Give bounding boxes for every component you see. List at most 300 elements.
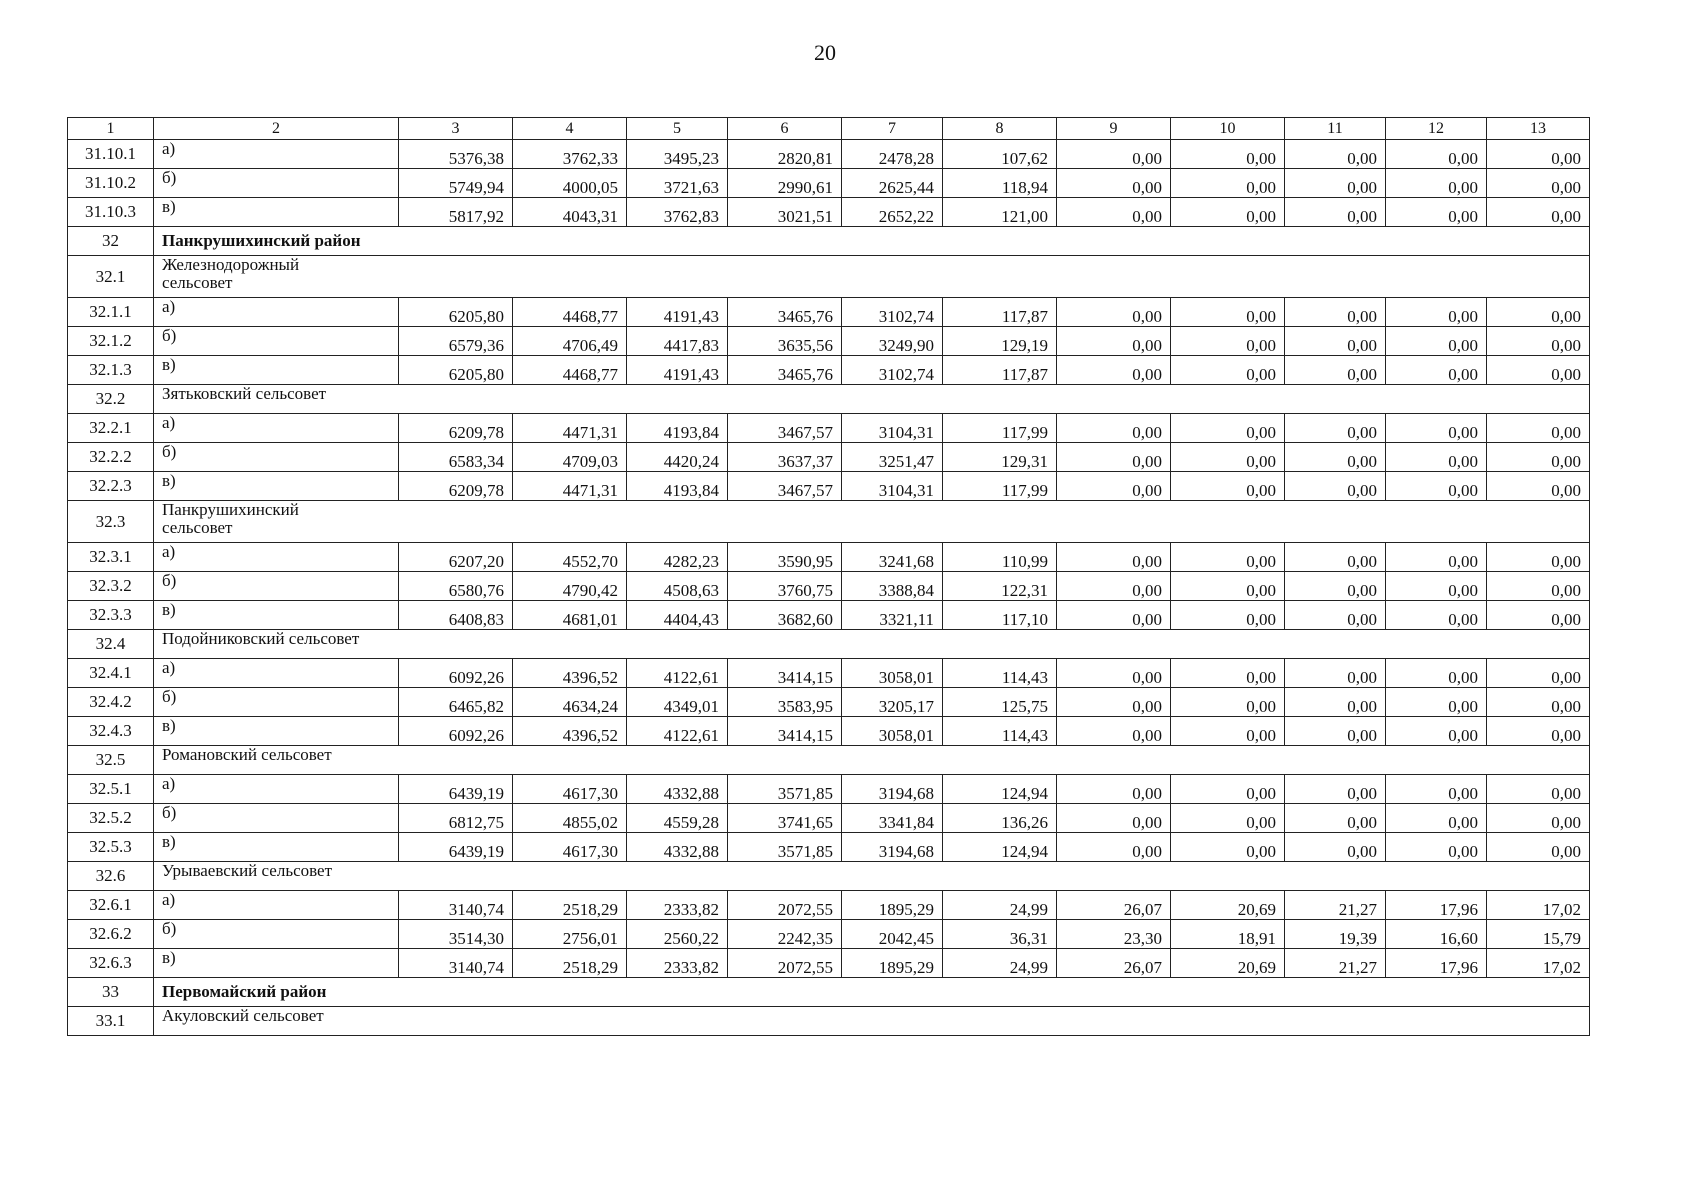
variant-label: в) — [154, 356, 399, 385]
value-cell: 4396,52 — [513, 659, 627, 688]
value-cell: 23,30 — [1057, 920, 1171, 949]
value-cell: 0,00 — [1487, 543, 1590, 572]
value-cell: 6812,75 — [399, 804, 513, 833]
table-row — [68, 327, 1590, 356]
region-row — [68, 227, 1590, 256]
value-cell: 2518,29 — [513, 891, 627, 920]
column-number-cell: 9 — [1057, 118, 1171, 140]
value-cell: 0,00 — [1285, 804, 1386, 833]
value-cell: 3104,31 — [842, 472, 943, 501]
value-cell: 6579,36 — [399, 327, 513, 356]
value-cell: 4193,84 — [627, 472, 728, 501]
row-code: 32.5.3 — [68, 833, 154, 862]
table-row — [68, 920, 1590, 949]
value-cell: 110,99 — [943, 543, 1057, 572]
value-cell: 0,00 — [1386, 804, 1487, 833]
value-cell: 0,00 — [1171, 688, 1285, 717]
value-cell: 0,00 — [1057, 572, 1171, 601]
value-cell: 0,00 — [1285, 443, 1386, 472]
value-cell: 21,27 — [1285, 949, 1386, 978]
value-cell: 3414,15 — [728, 659, 842, 688]
table-row — [68, 298, 1590, 327]
value-cell: 2518,29 — [513, 949, 627, 978]
region-name: Первомайский район — [154, 978, 1590, 1007]
value-cell: 0,00 — [1487, 327, 1590, 356]
value-cell: 6439,19 — [399, 833, 513, 862]
row-code: 32.4.3 — [68, 717, 154, 746]
value-cell: 0,00 — [1487, 572, 1590, 601]
value-cell: 6205,80 — [399, 356, 513, 385]
table-row — [68, 775, 1590, 804]
value-cell: 4000,05 — [513, 169, 627, 198]
value-cell: 0,00 — [1487, 775, 1590, 804]
value-cell: 0,00 — [1285, 833, 1386, 862]
table-row — [68, 543, 1590, 572]
row-code: 33 — [68, 978, 154, 1007]
value-cell: 0,00 — [1487, 443, 1590, 472]
value-cell: 6092,26 — [399, 659, 513, 688]
variant-label: а) — [154, 140, 399, 169]
variant-label: б) — [154, 804, 399, 833]
tariff-table — [67, 117, 1590, 1036]
value-cell: 4404,43 — [627, 601, 728, 630]
value-cell: 0,00 — [1386, 543, 1487, 572]
value-cell: 107,62 — [943, 140, 1057, 169]
value-cell: 0,00 — [1487, 298, 1590, 327]
column-number-cell: 6 — [728, 118, 842, 140]
value-cell: 2652,22 — [842, 198, 943, 227]
variant-label: а) — [154, 543, 399, 572]
variant-label: б) — [154, 572, 399, 601]
value-cell: 121,00 — [943, 198, 1057, 227]
value-cell: 3467,57 — [728, 414, 842, 443]
value-cell: 2333,82 — [627, 891, 728, 920]
row-code: 32.5 — [68, 746, 154, 775]
value-cell: 0,00 — [1487, 688, 1590, 717]
value-cell: 17,02 — [1487, 949, 1590, 978]
column-number-cell: 4 — [513, 118, 627, 140]
column-number-cell: 8 — [943, 118, 1057, 140]
value-cell: 0,00 — [1285, 659, 1386, 688]
value-cell: 4634,24 — [513, 688, 627, 717]
row-code: 32.1.3 — [68, 356, 154, 385]
value-cell: 3635,56 — [728, 327, 842, 356]
value-cell: 5817,92 — [399, 198, 513, 227]
value-cell: 2990,61 — [728, 169, 842, 198]
value-cell: 4332,88 — [627, 775, 728, 804]
row-code: 32.3.3 — [68, 601, 154, 630]
value-cell: 0,00 — [1171, 601, 1285, 630]
value-cell: 4191,43 — [627, 298, 728, 327]
value-cell: 3583,95 — [728, 688, 842, 717]
value-cell: 0,00 — [1386, 601, 1487, 630]
value-cell: 3194,68 — [842, 833, 943, 862]
value-cell: 2042,45 — [842, 920, 943, 949]
variant-label: б) — [154, 327, 399, 356]
value-cell: 4681,01 — [513, 601, 627, 630]
value-cell: 0,00 — [1171, 659, 1285, 688]
value-cell: 0,00 — [1057, 140, 1171, 169]
table-row — [68, 198, 1590, 227]
table-row — [68, 717, 1590, 746]
value-cell: 4282,23 — [627, 543, 728, 572]
value-cell: 2560,22 — [627, 920, 728, 949]
value-cell: 0,00 — [1171, 572, 1285, 601]
value-cell: 3104,31 — [842, 414, 943, 443]
row-code: 32.4 — [68, 630, 154, 659]
row-code: 31.10.2 — [68, 169, 154, 198]
value-cell: 4706,49 — [513, 327, 627, 356]
column-number-cell: 13 — [1487, 118, 1590, 140]
value-cell: 3341,84 — [842, 804, 943, 833]
value-cell: 4468,77 — [513, 356, 627, 385]
value-cell: 0,00 — [1487, 414, 1590, 443]
variant-label: б) — [154, 443, 399, 472]
table-row — [68, 169, 1590, 198]
variant-label: в) — [154, 949, 399, 978]
row-code: 32.6 — [68, 862, 154, 891]
row-code: 32.4.1 — [68, 659, 154, 688]
value-cell: 0,00 — [1171, 327, 1285, 356]
value-cell: 4122,61 — [627, 717, 728, 746]
value-cell: 1895,29 — [842, 949, 943, 978]
value-cell: 0,00 — [1386, 659, 1487, 688]
value-cell: 3762,33 — [513, 140, 627, 169]
value-cell: 26,07 — [1057, 891, 1171, 920]
value-cell: 5376,38 — [399, 140, 513, 169]
value-cell: 125,75 — [943, 688, 1057, 717]
value-cell: 0,00 — [1171, 298, 1285, 327]
value-cell: 0,00 — [1386, 572, 1487, 601]
column-number-cell: 10 — [1171, 118, 1285, 140]
value-cell: 3571,85 — [728, 775, 842, 804]
value-cell: 0,00 — [1386, 414, 1487, 443]
value-cell: 0,00 — [1285, 414, 1386, 443]
value-cell: 4349,01 — [627, 688, 728, 717]
value-cell: 0,00 — [1171, 198, 1285, 227]
variant-label: б) — [154, 688, 399, 717]
variant-label: в) — [154, 601, 399, 630]
value-cell: 20,69 — [1171, 891, 1285, 920]
table-row — [68, 443, 1590, 472]
table-row — [68, 804, 1590, 833]
value-cell: 3321,11 — [842, 601, 943, 630]
value-cell: 16,60 — [1386, 920, 1487, 949]
value-cell: 6583,34 — [399, 443, 513, 472]
column-number-cell: 3 — [399, 118, 513, 140]
value-cell: 0,00 — [1057, 601, 1171, 630]
value-cell: 0,00 — [1487, 198, 1590, 227]
value-cell: 3021,51 — [728, 198, 842, 227]
column-number-row — [68, 118, 1590, 140]
value-cell: 0,00 — [1386, 140, 1487, 169]
value-cell: 5749,94 — [399, 169, 513, 198]
table-row — [68, 949, 1590, 978]
value-cell: 4471,31 — [513, 472, 627, 501]
value-cell: 129,19 — [943, 327, 1057, 356]
value-cell: 0,00 — [1386, 833, 1487, 862]
row-code: 32.2 — [68, 385, 154, 414]
value-cell: 3721,63 — [627, 169, 728, 198]
value-cell: 4417,83 — [627, 327, 728, 356]
value-cell: 0,00 — [1057, 443, 1171, 472]
value-cell: 15,79 — [1487, 920, 1590, 949]
value-cell: 0,00 — [1386, 472, 1487, 501]
value-cell: 0,00 — [1487, 356, 1590, 385]
value-cell: 0,00 — [1171, 443, 1285, 472]
value-cell: 2072,55 — [728, 949, 842, 978]
value-cell: 0,00 — [1057, 169, 1171, 198]
value-cell: 0,00 — [1487, 659, 1590, 688]
value-cell: 18,91 — [1171, 920, 1285, 949]
value-cell: 0,00 — [1386, 775, 1487, 804]
value-cell: 0,00 — [1487, 804, 1590, 833]
value-cell: 36,31 — [943, 920, 1057, 949]
value-cell: 114,43 — [943, 659, 1057, 688]
variant-label: в) — [154, 833, 399, 862]
row-code: 32.2.1 — [68, 414, 154, 443]
column-number-cell: 12 — [1386, 118, 1487, 140]
value-cell: 0,00 — [1057, 804, 1171, 833]
row-code: 31.10.1 — [68, 140, 154, 169]
page-number: 20 — [814, 40, 836, 65]
value-cell: 3571,85 — [728, 833, 842, 862]
value-cell: 0,00 — [1171, 717, 1285, 746]
row-code: 32.2.3 — [68, 472, 154, 501]
value-cell: 3465,76 — [728, 356, 842, 385]
row-code: 31.10.3 — [68, 198, 154, 227]
value-cell: 0,00 — [1386, 356, 1487, 385]
value-cell: 0,00 — [1285, 298, 1386, 327]
value-cell: 0,00 — [1487, 472, 1590, 501]
value-cell: 3249,90 — [842, 327, 943, 356]
value-cell: 0,00 — [1386, 198, 1487, 227]
value-cell: 117,87 — [943, 298, 1057, 327]
region-name: Панкрушихинский район — [154, 227, 1590, 256]
value-cell: 24,99 — [943, 891, 1057, 920]
value-cell: 6580,76 — [399, 572, 513, 601]
value-cell: 0,00 — [1057, 327, 1171, 356]
value-cell: 0,00 — [1386, 169, 1487, 198]
value-cell: 0,00 — [1487, 717, 1590, 746]
value-cell: 0,00 — [1386, 688, 1487, 717]
value-cell: 0,00 — [1487, 601, 1590, 630]
value-cell: 117,99 — [943, 414, 1057, 443]
value-cell: 3514,30 — [399, 920, 513, 949]
value-cell: 3140,74 — [399, 891, 513, 920]
settlement-row — [68, 862, 1590, 891]
row-code: 32.2.2 — [68, 443, 154, 472]
value-cell: 3590,95 — [728, 543, 842, 572]
value-cell: 6408,83 — [399, 601, 513, 630]
value-cell: 117,87 — [943, 356, 1057, 385]
value-cell: 6209,78 — [399, 414, 513, 443]
value-cell: 4468,77 — [513, 298, 627, 327]
value-cell: 4043,31 — [513, 198, 627, 227]
value-cell: 6092,26 — [399, 717, 513, 746]
row-code: 33.1 — [68, 1007, 154, 1036]
table-row — [68, 140, 1590, 169]
row-code: 32.3.1 — [68, 543, 154, 572]
value-cell: 0,00 — [1171, 414, 1285, 443]
value-cell: 20,69 — [1171, 949, 1285, 978]
table-row — [68, 356, 1590, 385]
value-cell: 2478,28 — [842, 140, 943, 169]
row-code: 32.3.2 — [68, 572, 154, 601]
settlement-name: Железнодорожный сельсовет — [154, 256, 1590, 298]
row-code: 32.6.2 — [68, 920, 154, 949]
value-cell: 0,00 — [1057, 298, 1171, 327]
row-code: 32 — [68, 227, 154, 256]
value-cell: 24,99 — [943, 949, 1057, 978]
region-row — [68, 978, 1590, 1007]
value-cell: 3251,47 — [842, 443, 943, 472]
value-cell: 0,00 — [1171, 775, 1285, 804]
variant-label: а) — [154, 414, 399, 443]
value-cell: 3760,75 — [728, 572, 842, 601]
settlement-row — [68, 256, 1590, 298]
value-cell: 2625,44 — [842, 169, 943, 198]
value-cell: 3205,17 — [842, 688, 943, 717]
value-cell: 136,26 — [943, 804, 1057, 833]
settlement-name: Подойниковский сельсовет — [154, 630, 1590, 659]
value-cell: 0,00 — [1171, 356, 1285, 385]
value-cell: 0,00 — [1386, 443, 1487, 472]
value-cell: 0,00 — [1285, 327, 1386, 356]
value-cell: 19,39 — [1285, 920, 1386, 949]
variant-label: в) — [154, 717, 399, 746]
value-cell: 0,00 — [1285, 775, 1386, 804]
value-cell: 0,00 — [1285, 198, 1386, 227]
value-cell: 3467,57 — [728, 472, 842, 501]
value-cell: 0,00 — [1386, 717, 1487, 746]
value-cell: 0,00 — [1487, 140, 1590, 169]
value-cell: 26,07 — [1057, 949, 1171, 978]
table-row — [68, 833, 1590, 862]
value-cell: 124,94 — [943, 775, 1057, 804]
value-cell: 0,00 — [1285, 472, 1386, 501]
table-row — [68, 688, 1590, 717]
value-cell: 117,10 — [943, 601, 1057, 630]
value-cell: 2756,01 — [513, 920, 627, 949]
settlement-name: Романовский сельсовет — [154, 746, 1590, 775]
value-cell: 114,43 — [943, 717, 1057, 746]
value-cell: 0,00 — [1285, 356, 1386, 385]
column-number-cell: 2 — [154, 118, 399, 140]
value-cell: 0,00 — [1057, 356, 1171, 385]
row-code: 32.1.1 — [68, 298, 154, 327]
value-cell: 3241,68 — [842, 543, 943, 572]
column-number-cell: 7 — [842, 118, 943, 140]
value-cell: 118,94 — [943, 169, 1057, 198]
value-cell: 4332,88 — [627, 833, 728, 862]
value-cell: 3388,84 — [842, 572, 943, 601]
value-cell: 3140,74 — [399, 949, 513, 978]
value-cell: 0,00 — [1057, 543, 1171, 572]
value-cell: 0,00 — [1057, 688, 1171, 717]
value-cell: 0,00 — [1171, 543, 1285, 572]
value-cell: 6207,20 — [399, 543, 513, 572]
value-cell: 0,00 — [1057, 775, 1171, 804]
row-code: 32.6.3 — [68, 949, 154, 978]
value-cell: 124,94 — [943, 833, 1057, 862]
value-cell: 2242,35 — [728, 920, 842, 949]
settlement-name: Зятьковский сельсовет — [154, 385, 1590, 414]
value-cell: 3495,23 — [627, 140, 728, 169]
settlement-name: Панкрушихинский сельсовет — [154, 501, 1590, 543]
value-cell: 4420,24 — [627, 443, 728, 472]
value-cell: 4122,61 — [627, 659, 728, 688]
value-cell: 3762,83 — [627, 198, 728, 227]
variant-label: в) — [154, 472, 399, 501]
value-cell: 0,00 — [1285, 572, 1386, 601]
value-cell: 0,00 — [1386, 298, 1487, 327]
settlement-row — [68, 385, 1590, 414]
value-cell: 0,00 — [1057, 659, 1171, 688]
value-cell: 2072,55 — [728, 891, 842, 920]
value-cell: 3741,65 — [728, 804, 842, 833]
value-cell: 0,00 — [1057, 717, 1171, 746]
value-cell: 4396,52 — [513, 717, 627, 746]
value-cell: 0,00 — [1285, 140, 1386, 169]
table-row — [68, 472, 1590, 501]
value-cell: 0,00 — [1171, 169, 1285, 198]
value-cell: 17,96 — [1386, 949, 1487, 978]
row-code: 32.1 — [68, 256, 154, 298]
settlement-row — [68, 746, 1590, 775]
value-cell: 0,00 — [1057, 472, 1171, 501]
value-cell: 4471,31 — [513, 414, 627, 443]
value-cell: 1895,29 — [842, 891, 943, 920]
value-cell: 122,31 — [943, 572, 1057, 601]
value-cell: 3102,74 — [842, 298, 943, 327]
value-cell: 6205,80 — [399, 298, 513, 327]
variant-label: а) — [154, 775, 399, 804]
row-code: 32.5.2 — [68, 804, 154, 833]
row-code: 32.4.2 — [68, 688, 154, 717]
value-cell: 3194,68 — [842, 775, 943, 804]
value-cell: 0,00 — [1386, 327, 1487, 356]
value-cell: 3414,15 — [728, 717, 842, 746]
value-cell: 3682,60 — [728, 601, 842, 630]
column-number-cell: 5 — [627, 118, 728, 140]
value-cell: 0,00 — [1171, 804, 1285, 833]
settlement-row — [68, 501, 1590, 543]
value-cell: 129,31 — [943, 443, 1057, 472]
value-cell: 3058,01 — [842, 659, 943, 688]
variant-label: а) — [154, 298, 399, 327]
column-number-cell: 11 — [1285, 118, 1386, 140]
value-cell: 0,00 — [1171, 140, 1285, 169]
value-cell: 0,00 — [1487, 169, 1590, 198]
value-cell: 6439,19 — [399, 775, 513, 804]
value-cell: 4191,43 — [627, 356, 728, 385]
value-cell: 0,00 — [1285, 688, 1386, 717]
value-cell: 3102,74 — [842, 356, 943, 385]
value-cell: 4790,42 — [513, 572, 627, 601]
row-code: 32.1.2 — [68, 327, 154, 356]
value-cell: 2333,82 — [627, 949, 728, 978]
variant-label: а) — [154, 659, 399, 688]
value-cell: 4559,28 — [627, 804, 728, 833]
value-cell: 0,00 — [1487, 833, 1590, 862]
value-cell: 3465,76 — [728, 298, 842, 327]
value-cell: 0,00 — [1285, 543, 1386, 572]
value-cell: 4855,02 — [513, 804, 627, 833]
value-cell: 0,00 — [1171, 472, 1285, 501]
value-cell: 4552,70 — [513, 543, 627, 572]
value-cell: 4617,30 — [513, 833, 627, 862]
